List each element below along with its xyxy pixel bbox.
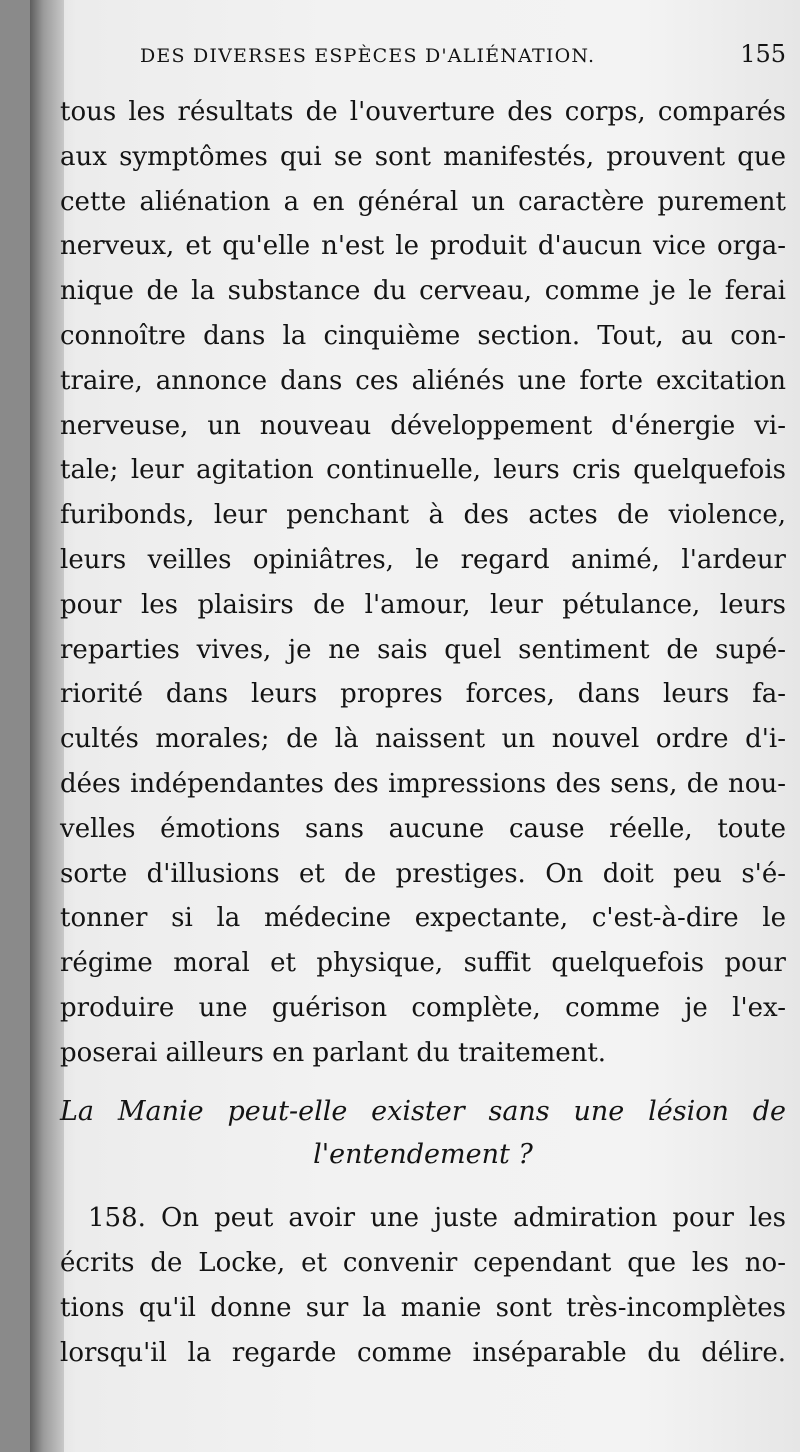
text-line: reparties vives, je ne sais quel sentiment de supé- bbox=[60, 634, 786, 665]
text-line: pour les plaisirs de l'amour, leur pétulance, leurs bbox=[60, 589, 786, 620]
section-heading-line-2: l'entendement ? bbox=[313, 1138, 533, 1170]
text-line: velles émotions sans aucune cause réelle, toute bbox=[60, 813, 786, 844]
text-line: poserai ailleurs en parlant du traitement. bbox=[60, 1037, 607, 1068]
text-line: 158. On peut avoir une juste admiration pour les bbox=[88, 1202, 786, 1233]
text-line: tions qu'il donne sur la manie sont très-incomplètes bbox=[60, 1292, 786, 1323]
text-line: riorité dans leurs propres forces, dans leurs fa- bbox=[60, 679, 786, 710]
text-line: cette aliénation a en général un caractère purement bbox=[60, 186, 786, 217]
text-line: tonner si la médecine expectante, c'est-à-dire le bbox=[60, 903, 786, 934]
text-line: cultés morales; de là naissent un nouvel ordre d'i- bbox=[60, 724, 786, 755]
text-line: nique de la substance du cerveau, comme je le ferai bbox=[60, 276, 786, 307]
text-line: nerveuse, un nouveau développement d'énergie vi- bbox=[60, 410, 786, 441]
text-line: régime moral et physique, suffit quelquefois pour bbox=[60, 948, 786, 979]
text-line: produire une guérison complète, comme je l'ex- bbox=[60, 992, 786, 1023]
text-line: leurs veilles opiniâtres, le regard animé, l'ardeur bbox=[60, 544, 786, 575]
section-heading bbox=[60, 1090, 786, 1176]
text-line: tale; leur agitation continuelle, leurs cris quelquefois bbox=[60, 455, 786, 486]
section-heading-line-1: La Manie peut-elle exister sans une lésion de bbox=[60, 1095, 786, 1127]
text-line: connoître dans la cinquième section. Tout, au con- bbox=[60, 320, 786, 351]
running-header bbox=[60, 40, 786, 84]
text-line: sorte d'illusions et de prestiges. On doit peu s'é- bbox=[60, 858, 786, 889]
text-line: lorsqu'il la regarde comme inséparable du délire. bbox=[60, 1337, 786, 1368]
running-title: DES DIVERSES ESPÈCES D'ALIÉNATION. bbox=[140, 45, 596, 67]
text-line: furibonds, leur penchant à des actes de violence, bbox=[60, 500, 786, 531]
text-line: traire, annonce dans ces aliénés une forte excitation bbox=[60, 365, 786, 396]
text-line: écrits de Locke, et convenir cependant que les no- bbox=[60, 1247, 786, 1278]
text-line: dées indépendantes des impressions des sens, de nou- bbox=[60, 768, 786, 799]
paragraph-2 bbox=[60, 1196, 786, 1376]
text-line: nerveux, et qu'elle n'est le produit d'aucun vice orga- bbox=[60, 231, 786, 262]
text-line: tous les résultats de l'ouverture des corps, comparés bbox=[60, 97, 786, 127]
text-line: aux symptômes qui se sont manifestés, prouvent que bbox=[60, 141, 786, 172]
page-number: 155 bbox=[740, 40, 786, 68]
paragraph-1 bbox=[60, 90, 786, 1076]
book-page bbox=[30, 0, 800, 1452]
page-gutter-shadow bbox=[30, 0, 64, 1452]
page-text-block bbox=[60, 40, 786, 1376]
